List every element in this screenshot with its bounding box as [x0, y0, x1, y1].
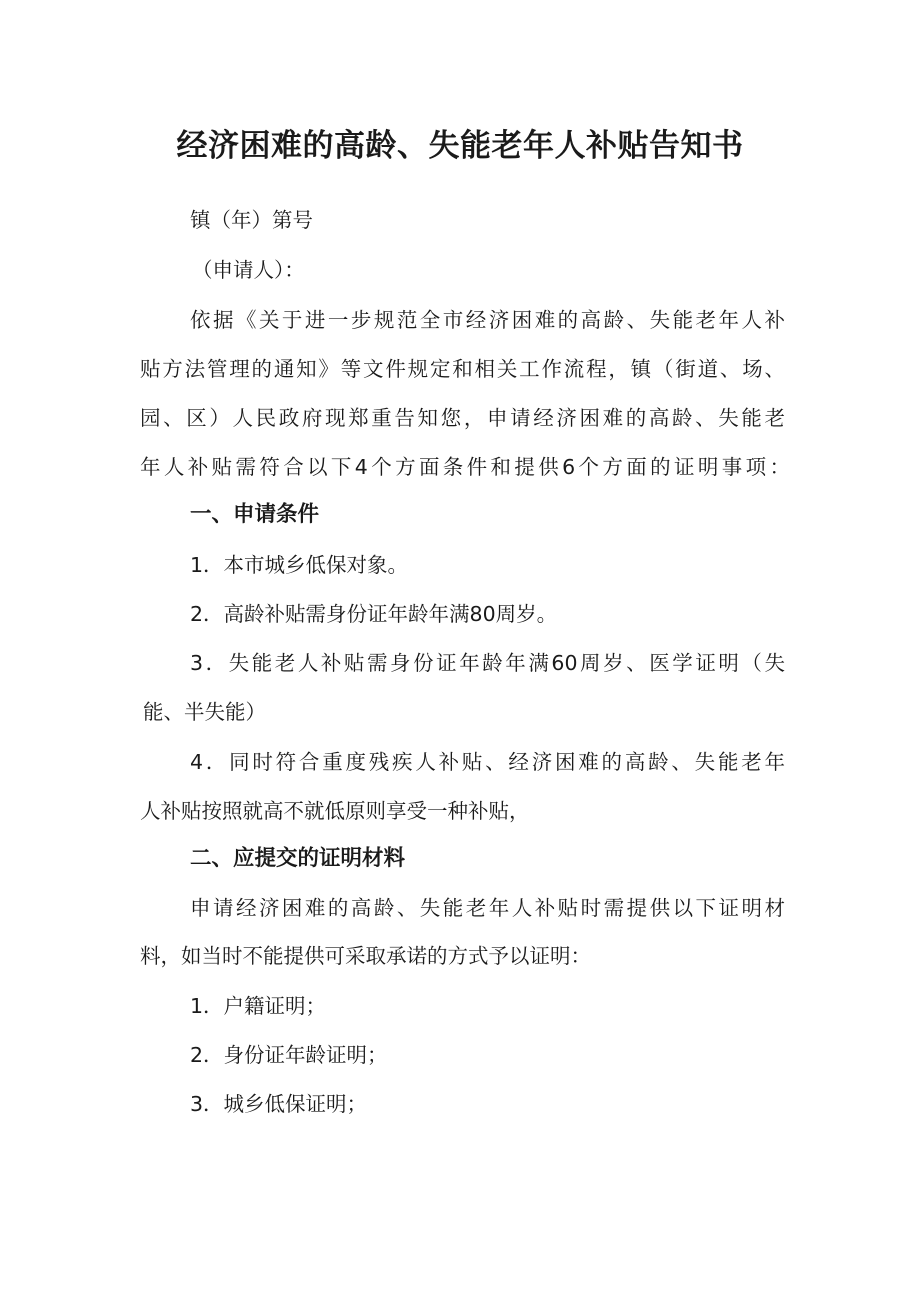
materials-intro-line: 申请经济困难的高龄、失能老年人补贴时需提供以下证明材 — [190, 896, 785, 920]
document-title: 经济困难的高龄、失能老年人补贴告知书 — [176, 128, 744, 164]
condition-item: 1．本市城乡低保对象。 — [190, 553, 409, 577]
intro-line: 依据《关于进一步规范全市经济困难的高龄、失能老年人补 — [190, 308, 785, 332]
reference-number: 镇（年）第号 — [190, 208, 313, 232]
condition-item: 3．失能老人补贴需身份证年龄年满60周岁、医学证明（失 — [190, 651, 785, 675]
applicant-salutation: （申请人）： — [192, 258, 305, 282]
intro-line: 园、区）人民政府现郑重告知您，申请经济困难的高龄、失能老 — [140, 406, 785, 430]
condition-item-continued: 人补贴按照就高不就低原则享受一种补贴， — [140, 799, 530, 823]
condition-item: 2．高龄补贴需身份证年龄年满80周岁。 — [190, 602, 558, 626]
intro-line: 年人补贴需符合以下4个方面条件和提供6个方面的证明事项： — [140, 455, 790, 479]
section-heading-conditions: 一、申请条件 — [190, 502, 320, 527]
intro-line: 贴方法管理的通知》等文件规定和相关工作流程，镇（街道、场、 — [140, 357, 785, 381]
materials-intro-line: 料，如当时不能提供可采取承诺的方式予以证明： — [140, 944, 591, 968]
material-item: 2．身份证年龄证明； — [190, 1043, 388, 1067]
section-heading-materials: 二、应提交的证明材料 — [190, 846, 406, 871]
condition-item: 4．同时符合重度残疾人补贴、经济困难的高龄、失能老年 — [190, 750, 785, 774]
material-item: 1．户籍证明； — [190, 994, 327, 1018]
condition-item-continued: 能、半失能） — [143, 700, 266, 724]
material-item: 3．城乡低保证明； — [190, 1092, 368, 1116]
